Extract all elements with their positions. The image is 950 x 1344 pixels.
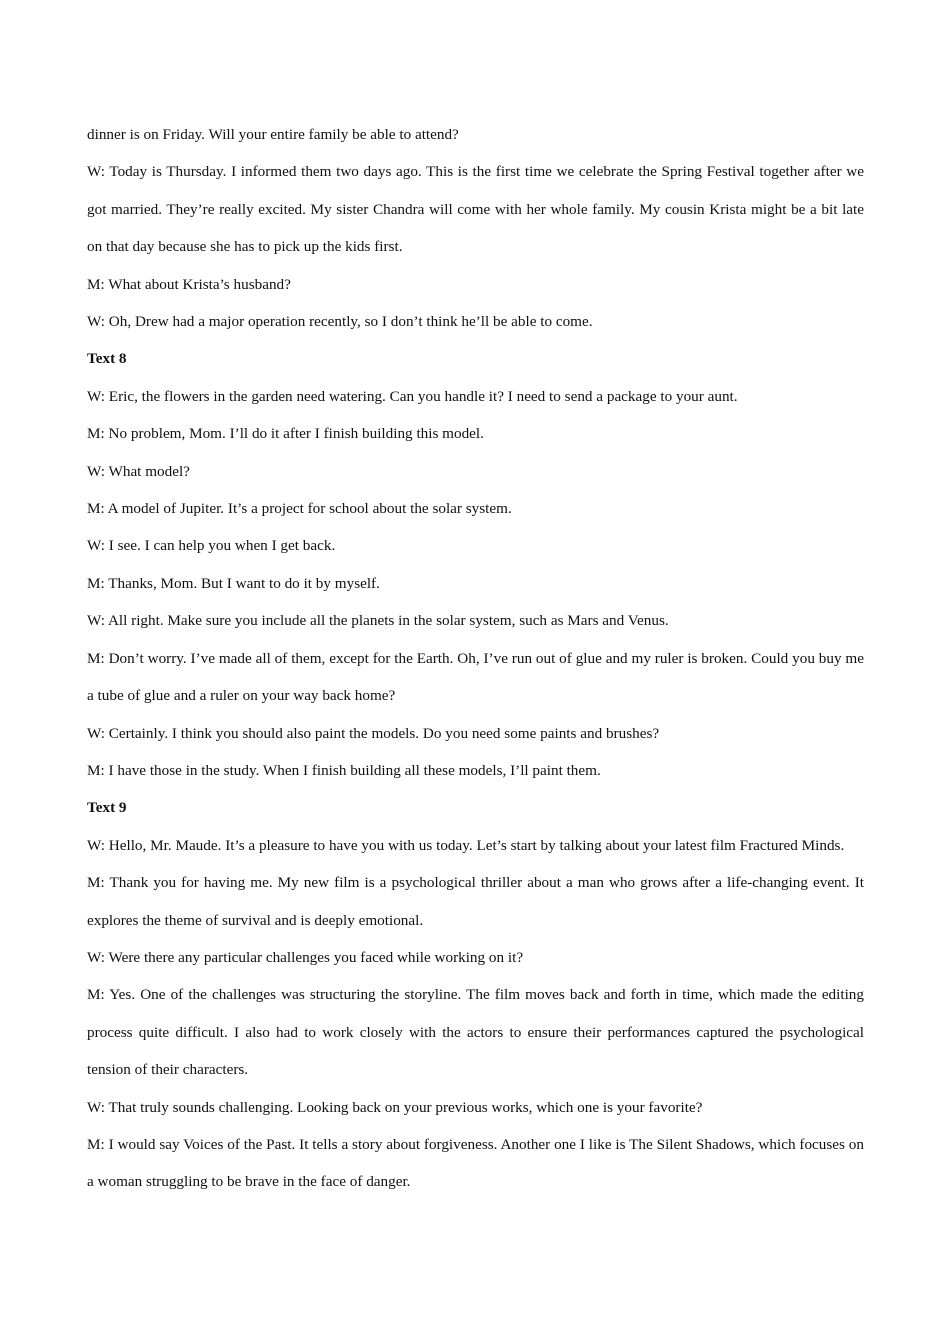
paragraph: W: Oh, Drew had a major operation recently, so I don’t think he’ll be able to come. bbox=[87, 313, 593, 331]
paragraph: W: All right. Make sure you include all the planets in the solar system, such as Mars and Venus. bbox=[87, 612, 669, 630]
paragraph: W: That truly sounds challenging. Looking back on your previous works, which one is your favorite? bbox=[87, 1098, 703, 1116]
paragraph: M: Don’t worry. I’ve made all of them, except for the Earth. Oh, I’ve run out of glue and my ruler is broken. Could you buy me a tube of glue and a ruler on your way back home? bbox=[87, 649, 864, 705]
paragraph: M: What about Krista’s husband? bbox=[87, 275, 291, 293]
paragraph: M: A model of Jupiter. It’s a project for school about the solar system. bbox=[87, 500, 512, 518]
paragraph: M: I have those in the study. When I finish building all these models, I’ll paint them. bbox=[87, 761, 601, 779]
paragraph: dinner is on Friday. Will your entire family be able to attend? bbox=[87, 126, 459, 143]
paragraph: M: No problem, Mom. I’ll do it after I finish building this model. bbox=[87, 425, 484, 443]
paragraph: W: Today is Thursday. I informed them two days ago. This is the first time we celebrate the Spring Festival together after we got married. They’re really excited. My sister Chandra will come with her whole family. My cousin Krista might be a bit late on that day because she has to pick up the kids first. bbox=[87, 163, 864, 256]
paragraph: W: Hello, Mr. Maude. It’s a pleasure to have you with us today. Let’s start by talking about your latest film Fractured Minds. bbox=[87, 836, 845, 854]
paragraph: M: Yes. One of the challenges was structuring the storyline. The film moves back and forth in time, which made the editing process quite difficult. I also had to work closely with the actors to ensure their performances captured the psychological tension of their characters. bbox=[87, 986, 864, 1079]
section-heading: Text 8 bbox=[87, 350, 127, 368]
paragraph: M: I would say Voices of the Past. It tells a story about forgiveness. Another one I like is The Silent Shadows, which focuses on a woman struggling to be brave in the face of danger. bbox=[87, 1135, 864, 1191]
paragraph: W: Eric, the flowers in the garden need watering. Can you handle it? I need to send a package to your aunt. bbox=[87, 387, 738, 405]
paragraph: W: Certainly. I think you should also paint the models. Do you need some paints and brushes? bbox=[87, 724, 660, 742]
section-heading: Text 9 bbox=[87, 799, 127, 817]
document-page bbox=[87, 116, 864, 1201]
paragraph: M: Thanks, Mom. But I want to do it by myself. bbox=[87, 574, 380, 592]
paragraph: W: What model? bbox=[87, 462, 190, 480]
paragraph: W: I see. I can help you when I get back. bbox=[87, 537, 336, 555]
paragraph: W: Were there any particular challenges you faced while working on it? bbox=[87, 948, 524, 966]
paragraph: M: Thank you for having me. My new film is a psychological thriller about a man who grows after a life-changing event. It explores the theme of survival and is deeply emotional. bbox=[87, 874, 864, 929]
